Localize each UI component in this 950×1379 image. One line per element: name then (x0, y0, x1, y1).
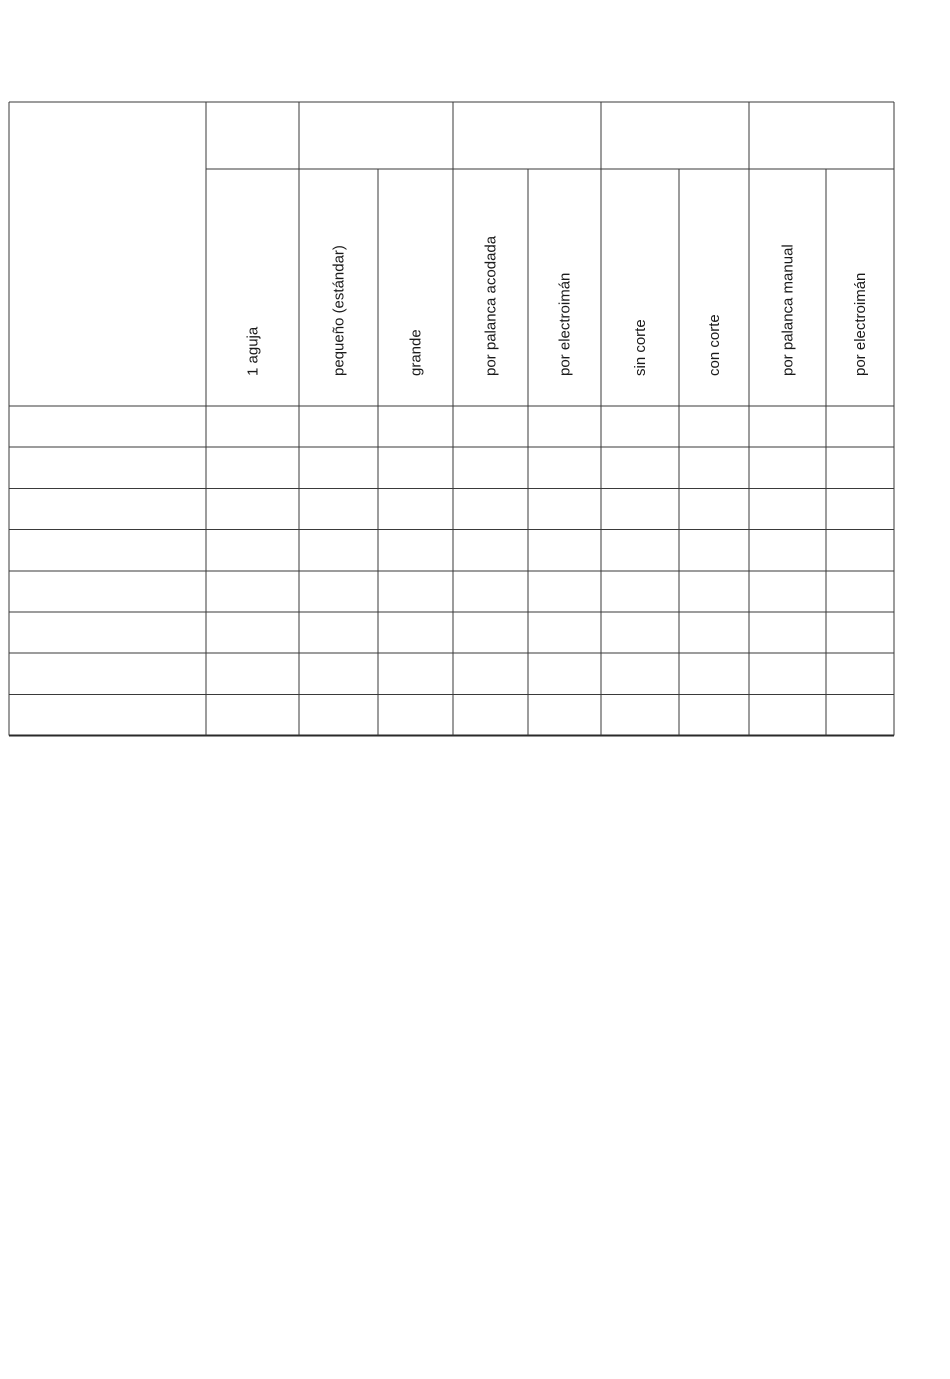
table-header-labels (245, 235, 870, 376)
column-header-label: por electroimán (556, 272, 574, 376)
column-header-label: por electroimán (852, 272, 869, 376)
column-header-label: con corte (706, 314, 723, 376)
table-grid (9, 102, 894, 736)
column-header-label: por palanca manual (779, 244, 797, 376)
column-header-label: pequeño (estándar) (330, 245, 348, 376)
column-header-label: grande (407, 329, 425, 376)
column-header-label: 1 aguja (244, 326, 262, 376)
column-header-label: por palanca acodada (482, 235, 500, 376)
column-header-label: sin corte (632, 319, 649, 376)
